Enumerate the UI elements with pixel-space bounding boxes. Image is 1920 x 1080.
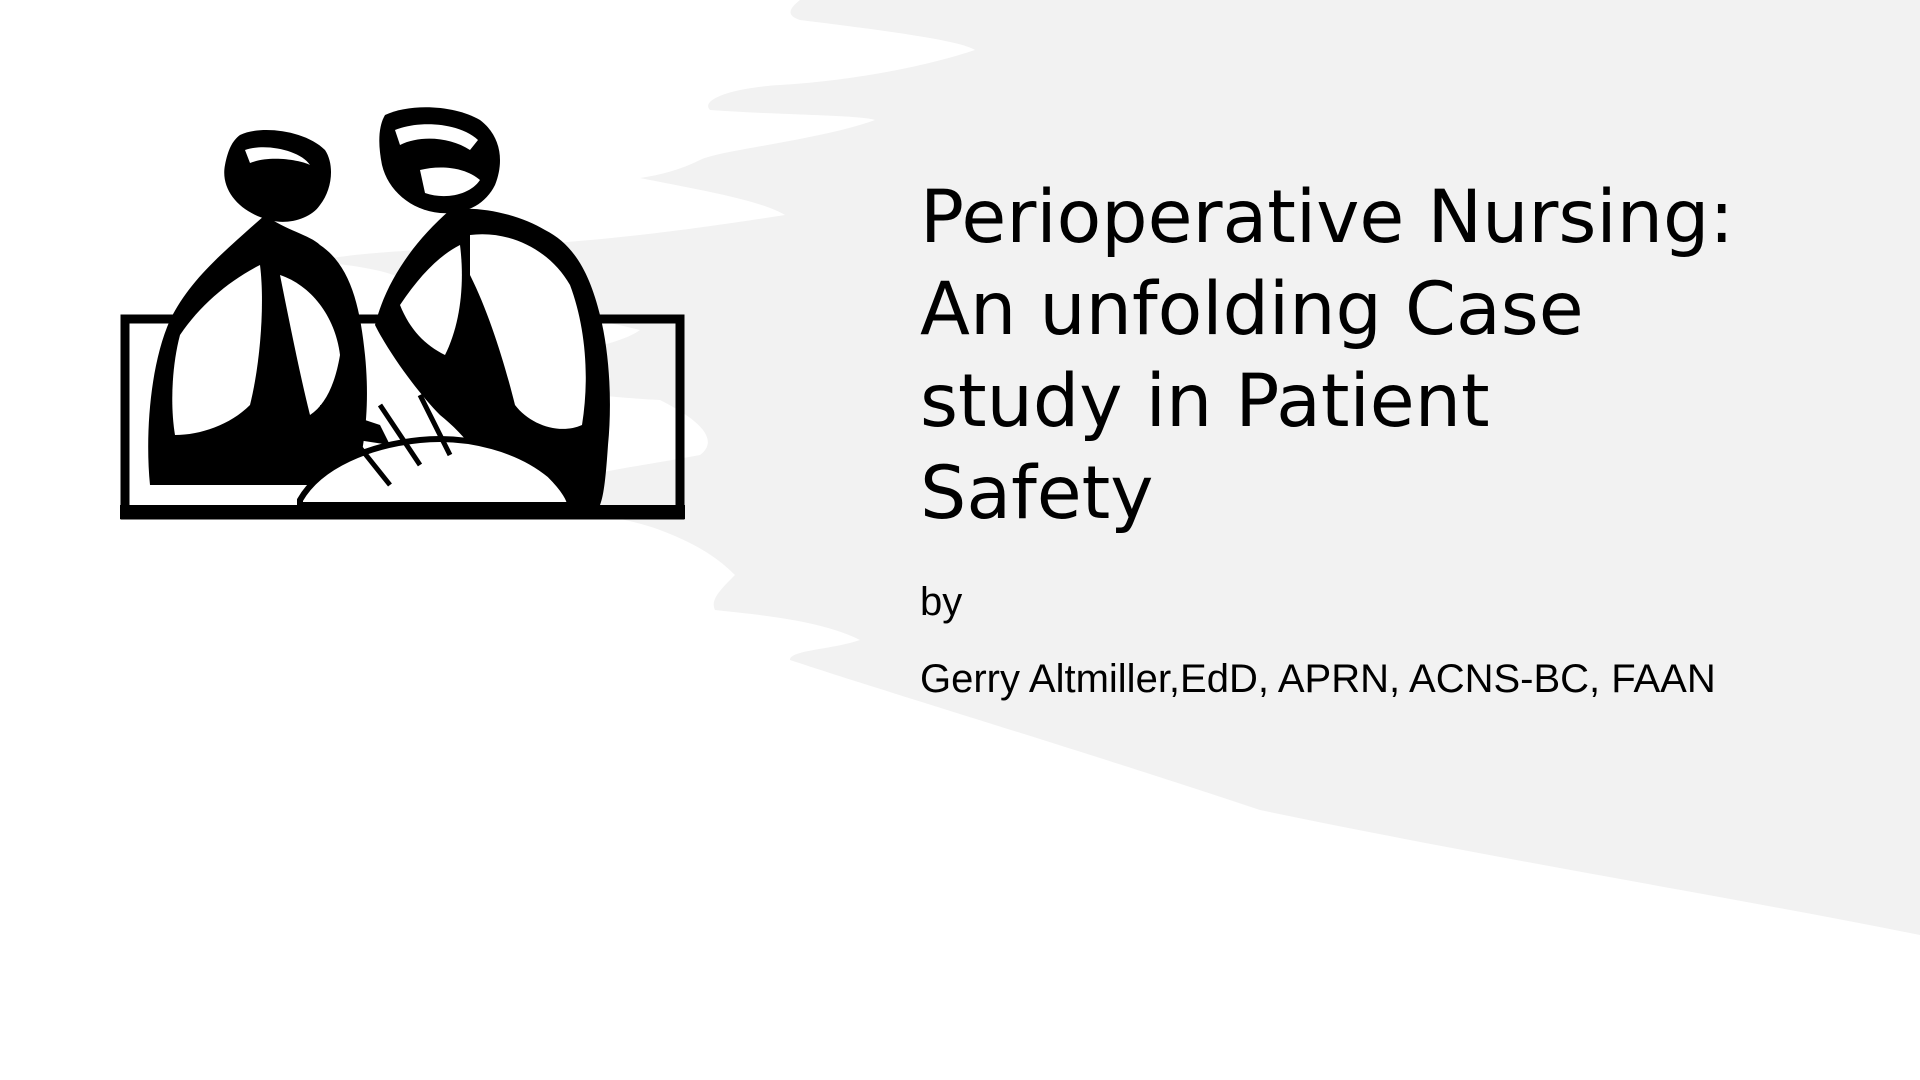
- surgeons-operating-clipart-icon: [120, 105, 690, 520]
- author-credentials: Gerry Altmiller,EdD, APRN, ACNS-BC, FAAN: [920, 657, 1716, 701]
- slide-title: Perioperative Nursing: An unfolding Case study in Patient Safety: [920, 175, 1734, 536]
- byline: by: [920, 580, 963, 624]
